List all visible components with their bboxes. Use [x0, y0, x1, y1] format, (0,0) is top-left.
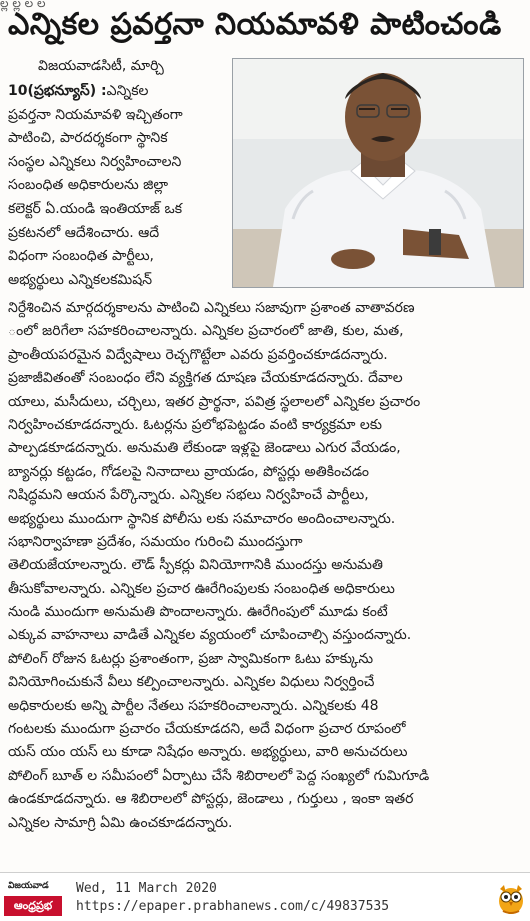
body-line: సంబంధిత అధికారులను జిల్లా: [8, 177, 169, 194]
body-line: పోలింగ్ బూత్ ల సమీపంలో ఏర్పాటు చేసే శిబిరాలలో పెద్ద సంఖ్యలో గుమిగూడి: [8, 767, 430, 784]
body-line: నిర్దేశించిన మార్గదర్శకాలను పాటించి ఎన్నికలు సజావుగా ప్రశాంత వాతావరణ: [8, 300, 415, 316]
logo-name: ఆంధ్రప్రభ: [4, 896, 62, 916]
body-line: నుండి ముందుగా అనుమతి పొందాలన్నారు. ఊరేగింపులో మూడు కంటే: [8, 604, 388, 621]
body-line: సంస్థల ఎన్నికలు నిర్వహించాలని: [8, 153, 182, 170]
body-line: ప్రజాజీవితంతో సంబంధం లేని వ్యక్తిగత దూషణ చేయకూడదన్నారు. దేవాల: [8, 370, 403, 387]
dateline: విజయవాడసిటీ, మార్చి: [38, 58, 164, 74]
body-line: గంటలకు ముందుగా ప్రచారం చేయకూడదని, అదే విధంగా ప్రచార రూపంలో: [8, 721, 406, 738]
body-line: పాల్పడకూడదన్నారు. అనుమతి లేకుండా ఇళ్లపై జెండాలు ఎగుర వేయడం,: [8, 440, 401, 457]
body-line: నిర్వహించకూడదన్నారు. ఓటర్లను ప్రలోభపెట్టడం వంటి కార్యక్రమా లకు: [8, 416, 382, 433]
body-line: అభ్యర్థులు ముందుగా స్థానిక పోలీసు లకు సమాచారం అందించాలన్నారు.: [8, 510, 396, 527]
body-text-full-width: [8, 297, 526, 835]
body-line: పాటించి, పారదర్శకంగా స్థానిక: [8, 130, 168, 147]
body-line: ప్రాంతీయపరమైన విద్వేషాలు రెచ్చగొట్టేలా ఎవరు ప్రవర్తించకూడదన్నారు.: [8, 346, 388, 363]
body-line: కలెక్టర్ ఏ.యండి ఇంతియాజ్ ఒక: [8, 200, 183, 217]
epaper-footer: [0, 872, 530, 921]
body-line: ఉండకూడదన్నారు. ఆ శిబిరాలలో పోస్టర్లు, జెండాలు , గుర్తులు , ఇంకా ఇతర: [8, 791, 414, 808]
body-line: తెలియజేయాలన్నారు. లౌడ్ స్పీకర్లు వినియోగానికి ముందస్తు అనుమతి: [8, 557, 383, 574]
body-line: ప్రకటనలో ఆదేశించారు. ఆదే: [8, 224, 160, 241]
body-line: ంలో జరిగేలా సహకరించాలన్నారు. ఎన్నికల ప్రచారంలో జాతి, కుల, మత,: [8, 323, 404, 340]
body-line: యాలు, మసీదులు, చర్చిలు, ఇతర ప్రార్థనా, పవిత్ర స్థలాలలో ఎన్నికల ప్రచారం: [8, 393, 421, 410]
andhra-prabha-logo[interactable]: [2, 879, 62, 917]
body-line: విధంగా సంబంధిత పార్టీలు,: [8, 248, 154, 265]
body-line: సభానిర్వాహణా ప్రదేశం, సమయం గురించి ముందస్తుగా: [8, 533, 303, 550]
body-line: వినియోగించుకునే వీలు కల్పించాలన్నారు. ఎన్నికల విధులు నిర్వర్తించే: [8, 674, 375, 691]
body-text-beside-photo: [8, 80, 228, 292]
body-line: బ్యానర్లు కట్టడం, గోడలపై నినాదాలు వ్రాయడం, పోస్టర్లు అతికించడం: [8, 463, 369, 480]
lead-text: 10(ప్రభన్యూస్) :: [8, 83, 107, 99]
body-line: ఎక్కువ వాహనాలు వాడితే ఎన్నికల వ్యయంలో చూపించాల్సి వస్తుందన్నారు.: [8, 627, 412, 644]
lead-continuation: ఎన్నికల: [106, 83, 149, 99]
logo-edition: విజయవాడ: [8, 881, 49, 891]
body-line: పోలింగ్ రోజున ఓటర్లు ప్రశాంతంగా, ప్రజా స్వామికంగా ఓటు హక్కును: [8, 650, 374, 667]
epaper-link[interactable]: https://epaper.prabhanews.com/c/49837535: [76, 899, 390, 914]
previous-article-edge: ల్ల ల్ల ల ల: [0, 0, 46, 10]
body-line: అభ్యర్థులు ఎన్నికలకమిషన్: [8, 271, 153, 288]
publication-date: Wed, 11 March 2020: [76, 881, 217, 896]
body-line: ప్రవర్తనా నియమావళి ఇచ్చితంగా: [8, 106, 183, 123]
body-line: అధికారులకు అన్ని పార్టీల నేతలు సహకరించాలన్నారు. ఎన్నికలకు 48: [8, 697, 379, 714]
owl-icon: [496, 881, 526, 915]
collector-photo: [232, 58, 524, 288]
body-line: నిషిద్ధమని ఆయన పేర్కొన్నారు. ఎన్నికల సభలు నిర్వహించే పార్టీలు,: [8, 487, 369, 504]
body-line: తీసుకోవాలన్నారు. ఎన్నికల ప్రచార ఊరేగింపులకు సంబంధిత అధికారులు: [8, 580, 395, 597]
portrait-image: [233, 59, 523, 287]
lead-line: [8, 80, 228, 104]
body-line: యస్ యం యస్ లు కూడా నిషేధం అన్నారు. అభ్యర్ధులు, వారి అనుచరులు: [8, 744, 408, 761]
article-headline: ఎన్నికల ప్రవర్తనా నియమావళి పాటించండి: [8, 7, 502, 42]
body-line: ఎన్నికల సామాగ్రి ఏమి ఉంచకూడదన్నారు.: [8, 814, 233, 831]
